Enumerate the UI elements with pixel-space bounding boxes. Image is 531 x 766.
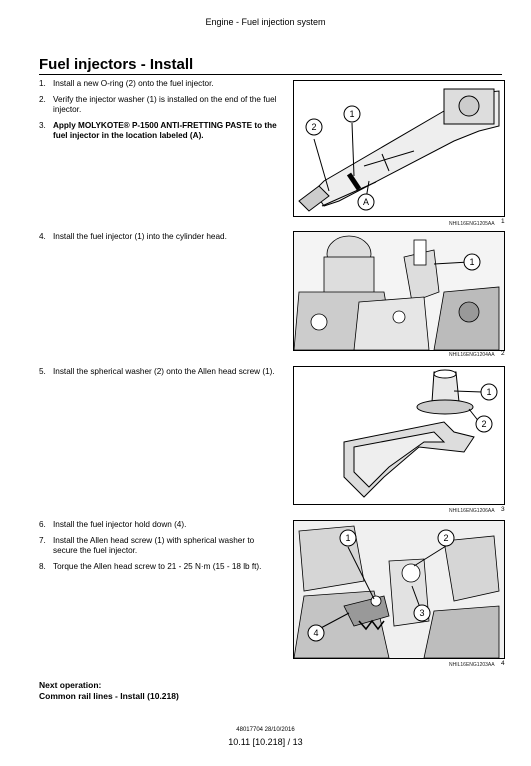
step-1: 1. Install a new O-ring (2) onto the fuel injector.	[39, 79, 214, 88]
figure-4-number: 4	[501, 660, 505, 667]
steps-group-2	[39, 232, 277, 248]
figure-3-caption: NHIL16ENG1206AA	[449, 508, 495, 514]
figure-3-allen-screw	[293, 366, 505, 505]
step-2: 2. Verify the injector washer (1) is installed on the end of the fuel injector.	[39, 94, 277, 114]
svg-text:2: 2	[481, 419, 487, 429]
steps-group-4	[39, 520, 277, 577]
figure-2-number: 2	[501, 350, 505, 357]
step-8: 8. Torque the Allen head screw to 21 - 25 N·m (15 - 18 lb ft).	[39, 561, 262, 571]
next-operation-label: Next operation:	[39, 680, 102, 690]
figure-4-hold-down	[293, 520, 505, 659]
step-7: 7. Install the Allen head screw (1) with spherical washer to secure the fuel injector.	[39, 535, 255, 555]
footer-doc-id: 48017704 28/10/2016	[236, 727, 295, 733]
next-operation-link[interactable]: Common rail lines - Install (10.218)	[39, 691, 179, 701]
injector-illustration	[294, 81, 504, 216]
figure-1-number: 1	[501, 218, 505, 225]
svg-text:2: 2	[311, 122, 317, 132]
figure-2-caption: NHIL16ENG1204AA	[449, 352, 495, 358]
svg-text:3: 3	[419, 608, 425, 618]
svg-text:1: 1	[345, 533, 351, 543]
svg-text:1: 1	[469, 257, 475, 267]
svg-text:2: 2	[443, 533, 449, 543]
step-5: 5. Install the spherical washer (2) onto the Allen head screw (1).	[39, 367, 275, 376]
figure-1-caption: NHIL16ENG1205AA	[449, 221, 495, 227]
steps-group-1	[39, 79, 277, 147]
step-3: 3. Apply MOLYKOTE® P-1500 ANTI-FRETTING PASTE to the fuel injector in the location labeled (A).	[39, 120, 277, 140]
svg-text:A: A	[362, 197, 370, 207]
step-4: 4. Install the fuel injector (1) into the cylinder head.	[39, 232, 227, 241]
title-divider	[39, 74, 502, 75]
page-header: Engine - Fuel injection system	[205, 17, 326, 27]
cylinder-head-illustration	[294, 232, 504, 350]
svg-text:4: 4	[313, 628, 319, 638]
svg-text:1: 1	[349, 109, 355, 119]
steps-group-3	[39, 367, 277, 383]
footer-page-number: 10.11 [10.218] / 13	[228, 737, 303, 747]
figure-3-number: 3	[501, 506, 505, 513]
hold-down-illustration	[294, 521, 504, 658]
section-title: Fuel injectors - Install	[39, 56, 194, 73]
figure-4-caption: NHIL16ENG1203AA	[449, 662, 495, 668]
figure-1-injector	[293, 80, 505, 217]
svg-text:1: 1	[486, 387, 492, 397]
next-operation	[39, 680, 179, 702]
step-6: 6. Install the fuel injector hold down (4).	[39, 520, 187, 529]
allen-screw-illustration	[294, 367, 504, 504]
figure-2-cylinder-head	[293, 231, 505, 351]
